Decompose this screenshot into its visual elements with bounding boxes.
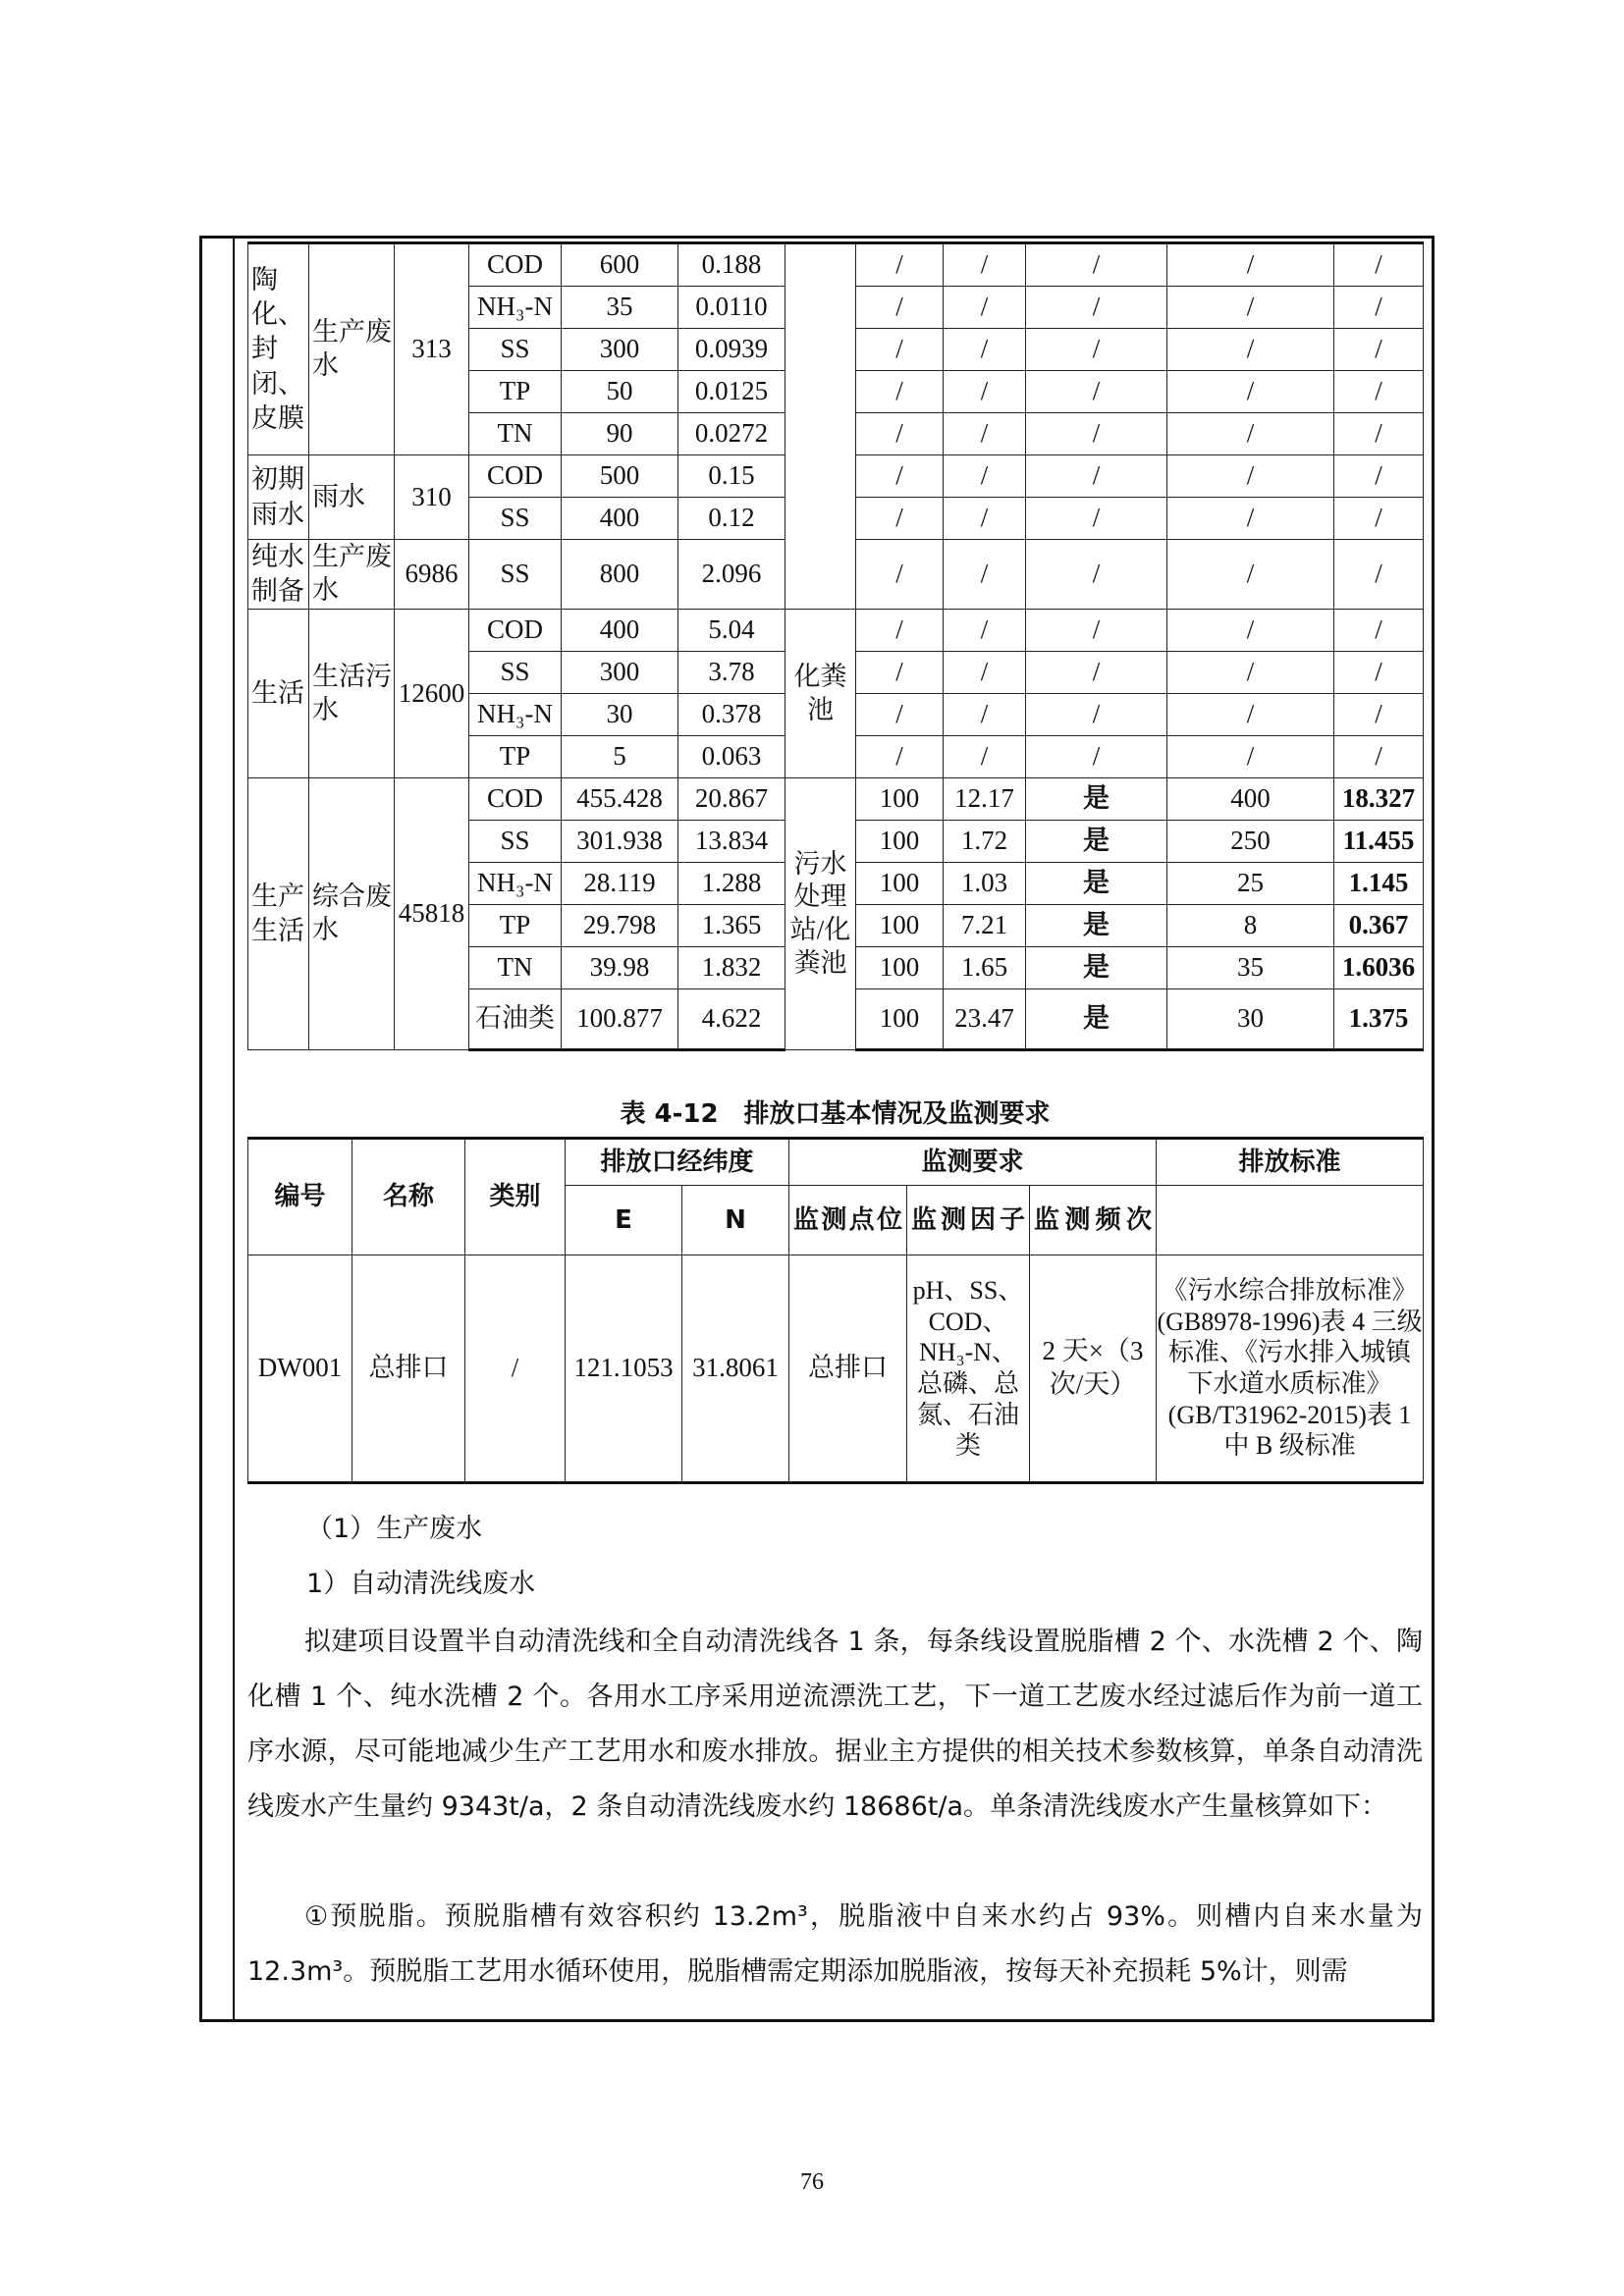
slash-cell: / xyxy=(944,455,1026,498)
slash-cell: / xyxy=(1167,287,1334,329)
row-type: 雨水 xyxy=(309,455,395,540)
outlet-factor: pH、SS、COD、NH₃-N、总磷、总氮、石油类 xyxy=(907,1255,1030,1483)
pollutant: SS xyxy=(469,329,562,371)
para-cleaning-desc: 拟建项目设置半自动清洗线和全自动清洗线各 1 条，每条线设置脱脂槽 2 个、水洗槽 2 个、陶化槽 1 个、纯水洗槽 2 个。各用水工序采用逆流漂洗工艺，下一道工艺废水经过滤后作为前一道工序水源，尽可能地减少生产工艺用水和废水排放。据业主方提供的相关技术参数核算，单条自动清洗线废水产生量约 9343t/a，2 条自动清洗线废水约 18686t/a。单条清洗线废水产生量核算如下： xyxy=(247,1627,1423,1822)
amount: 1.832 xyxy=(678,947,785,989)
final-amount: 1.375 xyxy=(1334,989,1424,1050)
pollutant: NH₃-N xyxy=(469,863,562,905)
efficiency: 100 xyxy=(856,821,944,863)
table-row xyxy=(248,778,1424,821)
pollutant: SS xyxy=(469,652,562,694)
header-point: 监测点位 xyxy=(789,1186,907,1255)
limit: 400 xyxy=(1167,778,1334,821)
amount: 0.0125 xyxy=(678,371,785,413)
amount: 2.096 xyxy=(678,540,785,610)
slash-cell: / xyxy=(1167,498,1334,540)
pollutant: SS xyxy=(469,498,562,540)
row-source: 生产生活 xyxy=(248,778,309,1050)
emission-conc: 1.72 xyxy=(944,821,1026,863)
slash-cell: / xyxy=(1026,371,1167,413)
amount: 20.867 xyxy=(678,778,785,821)
outlet-freq: 2 天×（3 次/天） xyxy=(1030,1255,1157,1483)
pollutant: NH₃-N xyxy=(469,694,562,736)
concentration: 600 xyxy=(562,243,678,287)
slash-cell: / xyxy=(856,329,944,371)
slash-cell: / xyxy=(1167,371,1334,413)
efficiency: 100 xyxy=(856,905,944,947)
amount: 13.834 xyxy=(678,821,785,863)
slash-cell: / xyxy=(1167,243,1334,287)
concentration: 39.98 xyxy=(562,947,678,989)
row-source: 初期雨水 xyxy=(248,455,309,540)
outlet-id: DW001 xyxy=(248,1255,352,1483)
header-name: 名称 xyxy=(352,1139,465,1255)
limit: 8 xyxy=(1167,905,1334,947)
amount: 0.0272 xyxy=(678,413,785,455)
concentration: 90 xyxy=(562,413,678,455)
header-factor: 监测因子 xyxy=(907,1186,1030,1255)
slash-cell: / xyxy=(1334,540,1424,610)
slash-cell: / xyxy=(1026,243,1167,287)
pollutant: SS xyxy=(469,821,562,863)
slash-cell: / xyxy=(944,243,1026,287)
pollutant: TN xyxy=(469,413,562,455)
slash-cell: / xyxy=(856,694,944,736)
compliant: 是 xyxy=(1026,989,1167,1050)
pollutant: 石油类 xyxy=(469,989,562,1050)
concentration: 300 xyxy=(562,329,678,371)
header-n: N xyxy=(682,1186,789,1255)
row-type: 生活污水 xyxy=(309,610,395,778)
slash-cell: / xyxy=(1334,652,1424,694)
wastewater-table xyxy=(247,241,1424,1051)
emission-conc: 23.47 xyxy=(944,989,1026,1050)
para-predegreasing: ①预脱脂。预脱脂槽有效容积约 13.2m³，脱脂液中自来水约占 93%。则槽内自来水量为 12.3m³。预脱脂工艺用水循环使用，脱脂槽需定期添加脱脂液，按每天补充损耗 5%计，则需 xyxy=(247,1901,1423,1987)
concentration: 5 xyxy=(562,736,678,778)
slash-cell: / xyxy=(944,610,1026,652)
slash-cell: / xyxy=(944,371,1026,413)
concentration: 301.938 xyxy=(562,821,678,863)
amount: 0.12 xyxy=(678,498,785,540)
slash-cell: / xyxy=(1026,694,1167,736)
row-volume: 310 xyxy=(395,455,469,540)
table-row xyxy=(248,610,1424,652)
compliant: 是 xyxy=(1026,821,1167,863)
limit: 250 xyxy=(1167,821,1334,863)
treatment-blank xyxy=(785,243,856,610)
header-monitor: 监测要求 xyxy=(789,1139,1157,1186)
header-coord: 排放口经纬度 xyxy=(566,1139,789,1186)
concentration: 455.428 xyxy=(562,778,678,821)
concentration: 800 xyxy=(562,540,678,610)
slash-cell: / xyxy=(1334,287,1424,329)
slash-cell: / xyxy=(1334,694,1424,736)
slash-cell: / xyxy=(944,287,1026,329)
slash-cell: / xyxy=(1026,287,1167,329)
slash-cell: / xyxy=(1167,652,1334,694)
concentration: 29.798 xyxy=(562,905,678,947)
final-amount: 0.367 xyxy=(1334,905,1424,947)
concentration: 100.877 xyxy=(562,989,678,1050)
row-source: 陶化、封闭、皮膜 xyxy=(248,243,309,455)
compliant: 是 xyxy=(1026,905,1167,947)
treatment: 污水处理站/化粪池 xyxy=(785,778,856,1050)
concentration: 400 xyxy=(562,498,678,540)
final-amount: 11.455 xyxy=(1334,821,1424,863)
outlet-type: / xyxy=(465,1255,566,1483)
slash-cell: / xyxy=(1167,413,1334,455)
amount: 1.288 xyxy=(678,863,785,905)
slash-cell: / xyxy=(1167,455,1334,498)
final-amount: 18.327 xyxy=(1334,778,1424,821)
pollutant: NH₃-N xyxy=(469,287,562,329)
slash-cell: / xyxy=(944,652,1026,694)
slash-cell: / xyxy=(1334,371,1424,413)
pollutant: TP xyxy=(469,371,562,413)
slash-cell: / xyxy=(1026,652,1167,694)
table-row xyxy=(248,243,1424,287)
header-id: 编号 xyxy=(248,1139,352,1255)
slash-cell: / xyxy=(944,540,1026,610)
header-standard: 排放标准 xyxy=(1157,1139,1424,1186)
slash-cell: / xyxy=(1167,329,1334,371)
emission-conc: 12.17 xyxy=(944,778,1026,821)
final-amount: 1.145 xyxy=(1334,863,1424,905)
emission-conc: 7.21 xyxy=(944,905,1026,947)
amount: 0.378 xyxy=(678,694,785,736)
slash-cell: / xyxy=(856,610,944,652)
slash-cell: / xyxy=(1334,329,1424,371)
para-production-wastewater: （1）生产废水 xyxy=(306,1514,483,1544)
amount: 0.063 xyxy=(678,736,785,778)
amount: 1.365 xyxy=(678,905,785,947)
slash-cell: / xyxy=(856,736,944,778)
slash-cell: / xyxy=(944,736,1026,778)
slash-cell: / xyxy=(856,243,944,287)
compliant: 是 xyxy=(1026,778,1167,821)
outlet-table xyxy=(247,1137,1424,1484)
header-e: E xyxy=(566,1186,682,1255)
row-type: 生产废水 xyxy=(309,540,395,610)
page-number: 76 xyxy=(800,2169,824,2195)
emission-conc: 1.03 xyxy=(944,863,1026,905)
slash-cell: / xyxy=(944,329,1026,371)
slash-cell: / xyxy=(856,498,944,540)
efficiency: 100 xyxy=(856,863,944,905)
slash-cell: / xyxy=(856,413,944,455)
amount: 0.0110 xyxy=(678,287,785,329)
slash-cell: / xyxy=(856,540,944,610)
outlet-e: 121.1053 xyxy=(566,1255,682,1483)
slash-cell: / xyxy=(944,498,1026,540)
slash-cell: / xyxy=(1334,610,1424,652)
amount: 0.188 xyxy=(678,243,785,287)
efficiency: 100 xyxy=(856,947,944,989)
slash-cell: / xyxy=(856,287,944,329)
slash-cell: / xyxy=(944,694,1026,736)
pollutant: TP xyxy=(469,736,562,778)
header-standard-blank xyxy=(1157,1186,1424,1255)
slash-cell: / xyxy=(1167,736,1334,778)
amount: 3.78 xyxy=(678,652,785,694)
amount: 0.15 xyxy=(678,455,785,498)
row-volume: 12600 xyxy=(395,610,469,778)
table-caption: 表 4-12 排放口基本情况及监测要求 xyxy=(620,1099,1051,1129)
header-type: 类别 xyxy=(465,1139,566,1255)
outlet-n: 31.8061 xyxy=(682,1255,789,1483)
limit: 35 xyxy=(1167,947,1334,989)
slash-cell: / xyxy=(856,455,944,498)
pollutant: COD xyxy=(469,778,562,821)
slash-cell: / xyxy=(1026,413,1167,455)
pollutant: COD xyxy=(469,243,562,287)
pollutant: COD xyxy=(469,610,562,652)
treatment: 化粪池 xyxy=(785,610,856,778)
slash-cell: / xyxy=(1334,498,1424,540)
slash-cell: / xyxy=(856,652,944,694)
row-type: 综合废水 xyxy=(309,778,395,1050)
slash-cell: / xyxy=(1026,610,1167,652)
pollutant: TN xyxy=(469,947,562,989)
final-amount: 1.6036 xyxy=(1334,947,1424,989)
limit: 30 xyxy=(1167,989,1334,1050)
concentration: 50 xyxy=(562,371,678,413)
outlet-name: 总排口 xyxy=(352,1255,465,1483)
row-volume: 45818 xyxy=(395,778,469,1050)
concentration: 35 xyxy=(562,287,678,329)
pollutant: COD xyxy=(469,455,562,498)
concentration: 500 xyxy=(562,455,678,498)
concentration: 30 xyxy=(562,694,678,736)
outlet-standard: 《污水综合排放标准》(GB8978-1996)表 4 三级标准、《污水排入城镇下水道水质标准》(GB/T31962-2015)表 1 中 B 级标准 xyxy=(1157,1255,1424,1483)
amount: 4.622 xyxy=(678,989,785,1050)
compliant: 是 xyxy=(1026,947,1167,989)
efficiency: 100 xyxy=(856,989,944,1050)
amount: 0.0939 xyxy=(678,329,785,371)
slash-cell: / xyxy=(1167,610,1334,652)
slash-cell: / xyxy=(1334,736,1424,778)
row-source: 生活 xyxy=(248,610,309,778)
slash-cell: / xyxy=(1167,540,1334,610)
outlet-point: 总排口 xyxy=(789,1255,907,1483)
header-freq: 监测频次 xyxy=(1030,1186,1157,1255)
slash-cell: / xyxy=(1026,455,1167,498)
row-source: 纯水制备 xyxy=(248,540,309,610)
slash-cell: / xyxy=(1167,694,1334,736)
row-volume: 6986 xyxy=(395,540,469,610)
efficiency: 100 xyxy=(856,778,944,821)
amount: 5.04 xyxy=(678,610,785,652)
emission-conc: 1.65 xyxy=(944,947,1026,989)
slash-cell: / xyxy=(1026,498,1167,540)
limit: 25 xyxy=(1167,863,1334,905)
compliant: 是 xyxy=(1026,863,1167,905)
slash-cell: / xyxy=(944,413,1026,455)
row-type: 生产废水 xyxy=(309,243,395,455)
slash-cell: / xyxy=(1026,736,1167,778)
pollutant: TP xyxy=(469,905,562,947)
slash-cell: / xyxy=(1334,243,1424,287)
slash-cell: / xyxy=(1334,413,1424,455)
concentration: 400 xyxy=(562,610,678,652)
pollutant: SS xyxy=(469,540,562,610)
row-volume: 313 xyxy=(395,243,469,455)
slash-cell: / xyxy=(1026,540,1167,610)
slash-cell: / xyxy=(1334,455,1424,498)
concentration: 28.119 xyxy=(562,863,678,905)
concentration: 300 xyxy=(562,652,678,694)
para-cleaning-line: 1）自动清洗线废水 xyxy=(306,1569,536,1599)
slash-cell: / xyxy=(856,371,944,413)
slash-cell: / xyxy=(1026,329,1167,371)
